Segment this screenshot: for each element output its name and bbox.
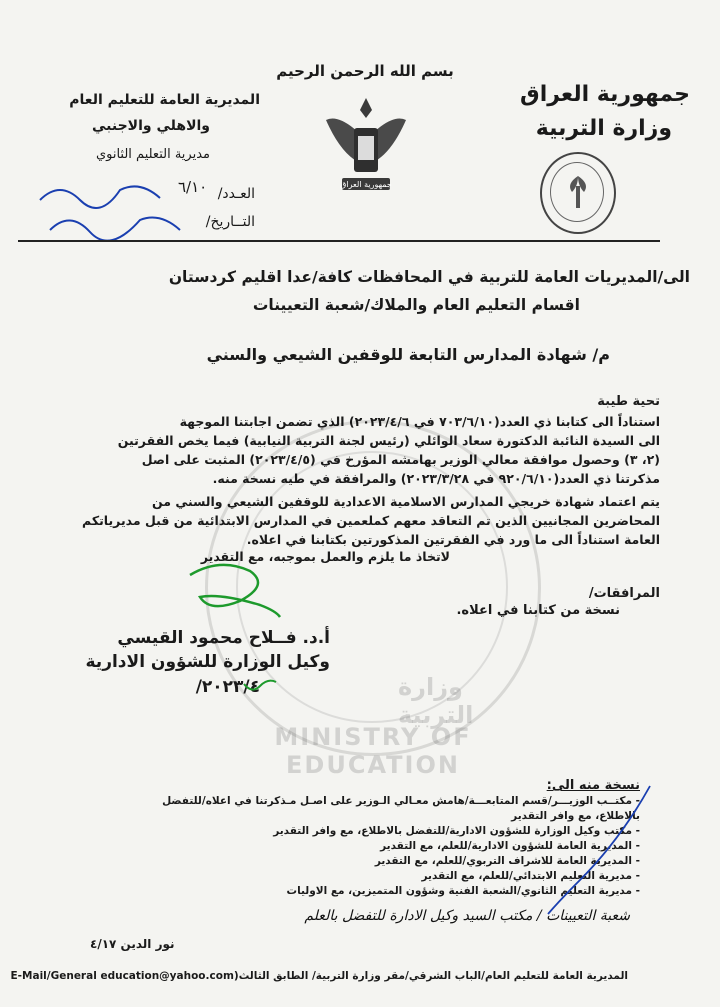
iraq-eagle-emblem [318, 92, 414, 202]
directorate-line3: مديرية التعليم الثانوي [95, 147, 210, 162]
signatory-name: أ.د. فــلاح محمود القيسي [117, 628, 330, 648]
copy-item: - مديرية التعليم الثانوي/الشعبة الفنية وشؤون المتميزين، مع الاوليات [286, 885, 640, 897]
republic-title: جمهورية العراق [520, 82, 690, 107]
blue-handwritten-mark [540, 780, 660, 920]
directorate-line1: المديرية العامة للتعليم العام [69, 92, 260, 108]
body-paragraph-2 [50, 492, 660, 549]
recipients-line2: اقسام التعليم العام والملاك/شعبة التعيينات [252, 296, 580, 314]
body-paragraph-1 [50, 412, 660, 488]
number-value: ٦/١٠ [178, 178, 208, 196]
p1-line4: مذكرتنا ذي العدد(٩٢٠/٦/١٠ في ٢٠٢٣/٣/٢٨) والمرافقة في طيه نسخة منه. [212, 471, 660, 486]
copies-label: نسخة منه الى: [546, 778, 640, 793]
date-label: التــاريخ/ [205, 214, 255, 230]
copy-item: بالاطلاع، مع وافر التقدير [511, 810, 640, 822]
greeting: تحية طيبة [597, 394, 660, 409]
copy-item: - مكتب وكيل الوزارة للشؤون الادارية/للتفضل بالاطلاع، مع وافر التقدير [273, 825, 640, 837]
handwritten-note: شعبة التعيينات / مكتب السيد وكيل الادارة للتفضل بالعلم [304, 908, 630, 924]
p2-line1: يتم اعتماد شهادة خريجي المدارس الاسلامية الاعدادية للوقفين الشيعي والسني من [151, 494, 660, 509]
footer-address: المديرية العامة للتعليم العام/الباب الشرقي/مقر وزارة التربية/ الطابق الثالث(E-Mail/General education@yahoo.com [10, 970, 628, 982]
handwritten-number-scribble [30, 170, 190, 250]
ministry-title: وزارة التربية [535, 116, 672, 141]
attachments-label: المرافقات/ [588, 586, 660, 601]
green-signature [180, 555, 290, 625]
subject-line: م/ شهادة المدارس التابعة للوقفين الشيعي والسني [206, 345, 610, 364]
signatory-title: وكيل الوزارة للشؤون الادارية [85, 652, 330, 672]
number-label [218, 186, 255, 202]
number-label-text: العـدد/ [217, 186, 255, 202]
emblem-caption: جمهورية العراق [340, 180, 392, 189]
copy-item: - المديرية العامة للاشراف التربوي/للعلم، مع التقدير [374, 855, 640, 867]
directorate-line2: والاهلي والاجنبي [92, 118, 210, 134]
header-divider [18, 240, 660, 242]
p1-line3: (٢، ٣) وحصول موافقة معالي الوزير بهامشه المؤرخ في (٢٠٢٣/٤/٥) المثبت على اصل [141, 452, 660, 467]
typist-initials: نور الدين ٤/١٧ [90, 937, 175, 951]
watermark-english-text: MINISTRY OF EDUCATION [274, 723, 472, 779]
p2-line2: المحاضرين المجانيين الذين تم التعاقد معهم كملعمين في المدارس الابتدائية من قبل مديرياتكم [82, 513, 660, 528]
p1-line1: استناداً الى كتابنا ذي العدد(٧٠٣/٦/١٠ في ٢٠٢٣/٤/٦) الذي تضمن اجابتنا الموجهة [179, 414, 660, 429]
copy-item: - مديرية التعليم الابتدائي/للعلم، مع التقدير [421, 870, 640, 882]
ministry-seal [540, 152, 616, 234]
copy-item: - المديرية العامة للشؤون الادارية/للعلم، مع التقدير [380, 840, 640, 852]
p1-line2: الى السيدة النائبة الدكتورة سعاد الوائلي (رئيس لجنة التربية النيابية) فيما يخص الفقرتين [117, 433, 660, 448]
p2-line3: العامة استناداً الى ما ورد في الفقرتين المذكورتين بكتابنا في اعلاه. [246, 532, 660, 547]
copy-item: - مكتــب الوزيـــر/قسم المتابعـــة/هامش معـالي الـوزير على اصـل مـذكرتنا في اعلاه/للتفضل [162, 795, 640, 807]
signatory-date: ٢٠٢٣/٤/ [195, 677, 260, 697]
attachment-item: نسخة من كتابنا في اعلاه. [456, 603, 620, 618]
recipients-line1: الى/المديريات العامة للتربية في المحافظات كافة/عدا اقليم كردستان [168, 268, 690, 286]
green-check-mark [240, 676, 280, 696]
basmala: بسم الله الرحمن الرحيم [276, 62, 454, 80]
watermark-arabic-text: وزارة التربية [398, 673, 474, 729]
closing-line: لاتخاذ ما يلزم والعمل بموجبه، مع التقدير [200, 549, 450, 564]
